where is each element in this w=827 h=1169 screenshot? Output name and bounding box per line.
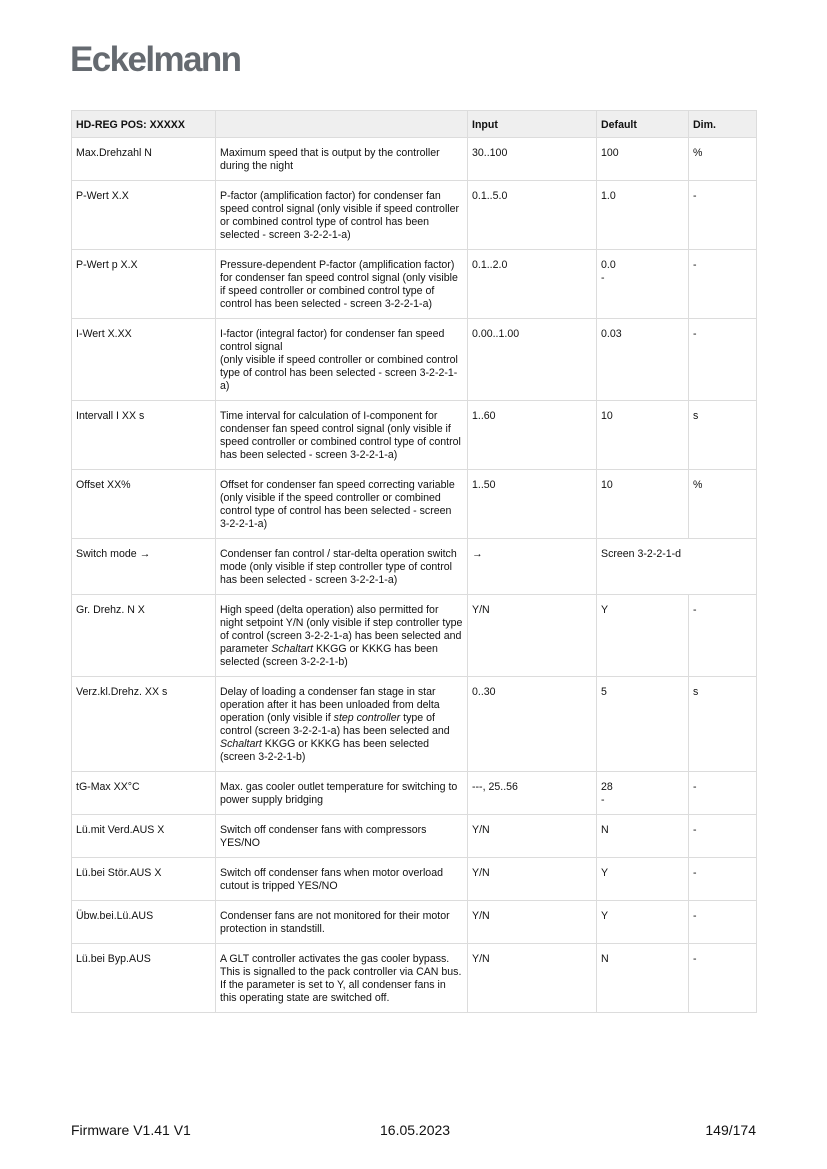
dim-cell: - <box>689 181 757 250</box>
dim-cell: % <box>689 138 757 181</box>
table-row <box>72 944 757 1013</box>
input-cell: Y/N <box>468 901 597 944</box>
dim-cell: - <box>689 250 757 319</box>
param-cell: P-Wert p X.X <box>72 250 216 319</box>
description-cell <box>216 319 468 401</box>
dim-cell: - <box>689 595 757 677</box>
description-cell: Condenser fan control / star-delta operation switch mode (only visible if step controller type of control has been selected - screen 3-2-2-1-a) <box>216 539 468 595</box>
default-cell: 10 <box>597 401 689 470</box>
description-cell: Max. gas cooler outlet temperature for switching to power supply bridging <box>216 772 468 815</box>
table-row <box>72 319 757 401</box>
default-cell <box>597 250 689 319</box>
input-cell: Y/N <box>468 815 597 858</box>
table-row <box>72 858 757 901</box>
input-cell: 0..30 <box>468 677 597 772</box>
default-cell: 1.0 <box>597 181 689 250</box>
input-cell: Y/N <box>468 595 597 677</box>
table-row <box>72 815 757 858</box>
dim-cell: - <box>689 319 757 401</box>
description-text: Delay of loading a condenser fan stage in star operation after it has been unloaded from delta operation (only visible if <box>220 686 440 724</box>
param-cell: Übw.bei.Lü.AUS <box>72 901 216 944</box>
default-cell: Y <box>597 595 689 677</box>
table-row <box>72 138 757 181</box>
dim-cell: s <box>689 401 757 470</box>
description-cell: Switch off condenser fans with compressors YES/NO <box>216 815 468 858</box>
input-cell: 1..50 <box>468 470 597 539</box>
eckelmann-logo: Eckelmann <box>70 40 241 79</box>
default-cell <box>597 772 689 815</box>
dim-cell: - <box>689 858 757 901</box>
param-cell: Lü.bei Byp.AUS <box>72 944 216 1013</box>
description-italic: Schaltart <box>271 643 314 655</box>
description-text: KKGG or KKKG has been selected (screen 3-2-2-1-b) <box>220 738 430 763</box>
param-cell: tG-Max XX°C <box>72 772 216 815</box>
header-dim: Dim. <box>689 111 757 138</box>
footer-page-number: 149/174 <box>705 1122 756 1138</box>
footer-date: 16.05.2023 <box>380 1122 451 1138</box>
table-row <box>72 181 757 250</box>
dim-cell: - <box>689 901 757 944</box>
description-text: type of control (screen 3-2-2-1-a) has been selected and <box>220 712 450 737</box>
input-cell: 0.1..5.0 <box>468 181 597 250</box>
dim-cell: - <box>689 772 757 815</box>
table-row <box>72 470 757 539</box>
param-cell: Max.Drehzahl N <box>72 138 216 181</box>
param-cell: Intervall I XX s <box>72 401 216 470</box>
default-cell: Y <box>597 858 689 901</box>
dim-cell: s <box>689 677 757 772</box>
default-value-line2: - <box>601 794 605 806</box>
description-cell: A GLT controller activates the gas cooler bypass. This is signalled to the pack controller via CAN bus. If the parameter is set to Y, all condenser fans in this operating state are switched off. <box>216 944 468 1013</box>
input-cell: Y/N <box>468 944 597 1013</box>
parameter-table <box>71 110 757 1013</box>
description-italic: Schaltart <box>220 738 262 750</box>
default-value: 28 <box>601 781 613 793</box>
description-cell <box>216 595 468 677</box>
default-cell: N <box>597 815 689 858</box>
default-value: 0.0 <box>601 259 616 271</box>
table-row <box>72 901 757 944</box>
default-cell: 100 <box>597 138 689 181</box>
input-cell: ---, 25..56 <box>468 772 597 815</box>
table-row <box>72 401 757 470</box>
input-cell: 1..60 <box>468 401 597 470</box>
input-cell: → <box>468 539 597 595</box>
header-input: Input <box>468 111 597 138</box>
description-cell: Time interval for calculation of I-component for condenser fan speed control signal (only visible if speed controller or combined control type of control has been selected - screen 3-2-2-1-a) <box>216 401 468 470</box>
param-cell: I-Wert X.XX <box>72 319 216 401</box>
description-line2: (only visible if speed controller or combined control type of control has been selected - screen 3-2-2-1-a) <box>220 354 458 392</box>
default-cell: 0.03 <box>597 319 689 401</box>
description-cell: Pressure-dependent P-factor (amplification factor) for condenser fan speed control signal (only visible if speed controller or combined control type of control has been selected - screen 3-2-2-1-a) <box>216 250 468 319</box>
footer-firmware: Firmware V1.41 V1 <box>71 1122 191 1138</box>
param-cell: Gr. Drehz. N X <box>72 595 216 677</box>
table-row <box>72 677 757 772</box>
description-cell: P-factor (amplification factor) for condenser fan speed control signal (only visible if speed controller or combined control type of control has been selected - screen 3-2-2-1-a) <box>216 181 468 250</box>
dim-cell: - <box>689 944 757 1013</box>
param-cell: P-Wert X.X <box>72 181 216 250</box>
description-text: KKGG or KKKG has been selected (screen 3-2-2-1-b) <box>220 643 438 668</box>
table-header-row <box>72 111 757 138</box>
header-description <box>216 111 468 138</box>
description-cell <box>216 677 468 772</box>
table-row <box>72 250 757 319</box>
description-cell: Offset for condenser fan speed correcting variable (only visible if the speed controller or combined control type of control has been selected - screen 3-2-2-1-a) <box>216 470 468 539</box>
param-cell: Verz.kl.Drehz. XX s <box>72 677 216 772</box>
description-cell: Switch off condenser fans when motor overload cutout is tripped YES/NO <box>216 858 468 901</box>
param-cell: Switch mode → <box>72 539 216 595</box>
default-cell: 5 <box>597 677 689 772</box>
description-line1: I-factor (integral factor) for condenser fan speed control signal <box>220 328 445 353</box>
input-cell: Y/N <box>468 858 597 901</box>
header-default: Default <box>597 111 689 138</box>
param-cell: Lü.mit Verd.AUS X <box>72 815 216 858</box>
description-cell: Maximum speed that is output by the controller during the night <box>216 138 468 181</box>
default-cell: 10 <box>597 470 689 539</box>
default-cell: Y <box>597 901 689 944</box>
input-cell: 0.00..1.00 <box>468 319 597 401</box>
input-cell: 0.1..2.0 <box>468 250 597 319</box>
param-cell: Lü.bei Stör.AUS X <box>72 858 216 901</box>
input-cell: 30..100 <box>468 138 597 181</box>
table-row <box>72 595 757 677</box>
default-cell: Screen 3-2-2-1-d <box>597 539 757 595</box>
header-param: HD-REG POS: XXXXX <box>72 111 216 138</box>
description-italic: step controller <box>333 712 401 724</box>
default-value-line2: - <box>601 272 605 284</box>
table-row <box>72 539 757 595</box>
dim-cell: - <box>689 815 757 858</box>
param-cell: Offset XX% <box>72 470 216 539</box>
default-cell: N <box>597 944 689 1013</box>
table-row <box>72 772 757 815</box>
dim-cell: % <box>689 470 757 539</box>
description-text: High speed (delta operation) also permitted for night setpoint Y/N (only visible if step controller type of control (screen 3-2-2-1-a) has been selected and parameter <box>220 604 463 655</box>
description-cell: Condenser fans are not monitored for their motor protection in standstill. <box>216 901 468 944</box>
